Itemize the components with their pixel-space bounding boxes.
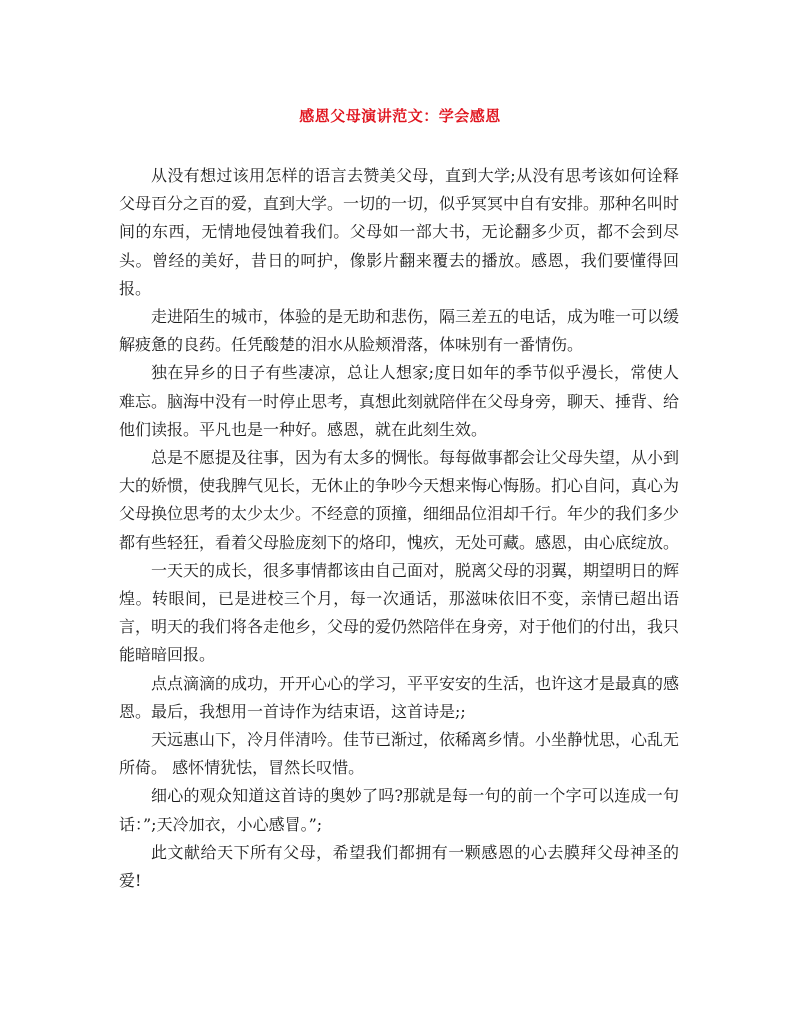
paragraph-6: 点点滴滴的成功，开开心心的学习，平平安安的生活，也许这才是最真的感恩。最后，我想用一首诗作为结束语，这首诗是;; — [119, 673, 680, 721]
paragraph-9: 此文献给天下所有父母，希望我们都拥有一颗感恩的心去膜拜父母神圣的爱! — [119, 842, 679, 891]
paragraph-2: 走进陌生的城市，体验的是无助和悲伤，隔三差五的电话，成为唯一可以缓解疲惫的良药。任凭酸楚的泪水从脸颊滑落，体味别有一番情伤。 — [119, 307, 680, 355]
paragraph-1: 从没有想过该用怎样的语言去赞美父母，直到大学;从没有思考该如何诠释父母百分之百的爱，直到大学。一切的一切，似乎冥冥中自有安排。那种名叫时间的东西，无情地侵蚀着我们。父母如一部大书，无论翻多少页，都不会到尽头。曾经的美好，昔日的呵护，像影片翻来覆去的播放。感恩，我们要懂得回报。 — [119, 166, 680, 298]
document-body — [119, 162, 679, 895]
paragraph-8: 细心的观众知道这首诗的奥妙了吗?那就是每一句的前一个字可以连成一句话：”;天冷加衣，小心感冒。”; — [119, 786, 679, 834]
paragraph-7-poem: 天远惠山下，冷月伴清吟。佳节已渐过，依稀离乡情。小坐静忧思，心乱无所倚。 感怀情犹怯，冒然长叹惜。 — [119, 730, 680, 778]
document-title: 感恩父母演讲范文：学会感恩 — [299, 107, 501, 125]
paragraph-3: 独在异乡的日子有些凄凉，总让人想家;度日如年的季节似乎漫长，常使人难忘。脑海中没有一时停止思考，真想此刻就陪伴在父母身旁，聊天、捶背、给他们读报。平凡也是一种好。感恩，就在此刻生效。 — [119, 363, 680, 439]
paragraph-4: 总是不愿提及往事，因为有太多的惆怅。每每做事都会让父母失望，从小到大的娇惯，使我脾气见长，无休止的争吵今天想来悔心悔肠。扪心自问，真心为父母换位思考的太少太少。不经意的顶撞，细细品位泪却千行。年少的我们多少都有些轻狂，看着父母脸庞刻下的烙印，愧疚，无处可藏。感恩，由心底绽放。 — [119, 448, 680, 552]
paragraph-5: 一天天的成长，很多事情都该由自己面对，脱离父母的羽翼，期望明日的辉煌。转眼间，已是进校三个月，每一次通话，那滋味依旧不变，亲情已超出语言，明天的我们将各走他乡，父母的爱仍然陪伴在身旁，对于他们的付出，我只能暗暗回报。 — [119, 560, 680, 665]
